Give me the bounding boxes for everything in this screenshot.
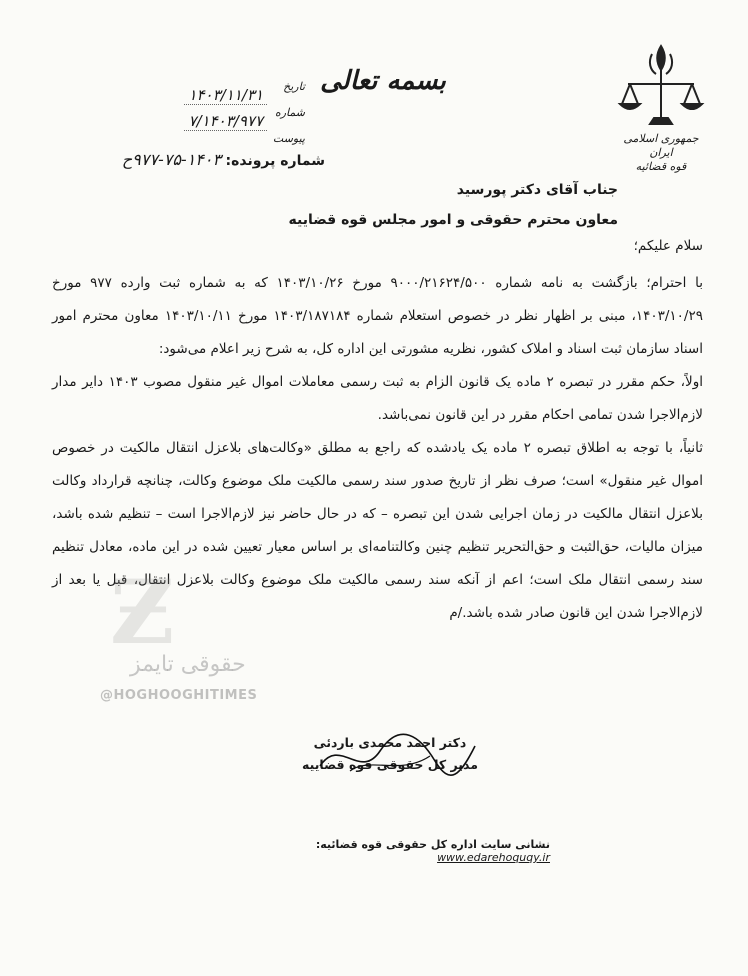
footer <box>250 838 550 864</box>
case-number-label: شماره پرونده: <box>225 153 325 169</box>
attachment-label: پیوست <box>272 132 305 145</box>
judiciary-emblem <box>616 40 706 175</box>
watermark-handle: @HOGHOOGHITIMES <box>100 688 258 703</box>
basmala-heading: بسمه تعالی <box>320 66 446 96</box>
greeting: سلام علیکم؛ <box>633 238 703 254</box>
signatory-name: دکتر احمد محمدی باردئی <box>313 735 467 750</box>
handwritten-signature-icon <box>310 726 480 786</box>
date-value: ۱۴۰۳/۱۱/۳۱ <box>184 86 267 105</box>
number-label: شماره <box>274 106 305 119</box>
emblem-caption-line2: قوه قضائیه <box>635 160 687 173</box>
footer-label: نشانی سایت اداره کل حقوقی قوه قضائیه: <box>315 838 550 851</box>
body-paragraph-3: ثانیاً، با توجه به اطلاق تبصره ۲ ماده یک یادشده که راجع به مطلق «وکالت‌های بلاعزل انتقال مالکیت در خصوص اموال غیر منقول» است؛ صرف نظر از تاریخ صدور سند رسمی مالکیت ملک موضوع وکالت، چنانچه قرارداد وکالت بلاعزل انتقال مالکیت در زمان اجرایی شدن این تبصره – که در حال حاضر نیز لازم‌الاجرا است – تنظیم شده باشد، میزان مالیات، حق‌الثبت و حق‌التحریر تنظیم چنین وکالتنامه‌ای بر اساس معیار تعیین شده در این ماده، معادل تنظیم سند رسمی انتقال ملک است؛ اعم از آنکه سند رسمی مالکیت ملک موضوع وکالت بلاعزل انتقال، قبل یا بعد از لازم‌الاجرا شدن این قانون صادر شده باشد./م <box>52 440 703 621</box>
recipient-title: معاون محترم حقوقی و امور مجلس قوه قضاییه <box>288 212 618 228</box>
letter-meta <box>60 80 305 158</box>
recipient-block <box>198 175 618 235</box>
date-label: تاریخ <box>283 80 305 93</box>
recipient-name: جناب آقای دکتر پورسید <box>456 182 618 198</box>
watermark-logo-icon: Ƶ <box>110 560 175 664</box>
number-value: ۷/۱۴۰۳/۹۷۷ <box>184 112 267 131</box>
emblem-caption <box>616 132 706 174</box>
signatory-title: مدیر کل حقوقی قوه قضاییه <box>302 757 478 772</box>
date-row <box>60 80 305 106</box>
footer-url[interactable]: www.edarehoquqy.ir <box>437 851 550 864</box>
watermark-name: حقوقی تایمز <box>130 652 246 677</box>
number-row <box>60 106 305 132</box>
case-number-row <box>60 150 325 169</box>
scales-of-justice-icon <box>616 40 706 132</box>
body-paragraph-1: با احترام؛ بازگشت به نامه شماره ۹۰۰۰/۲۱۶۲۴/۵۰۰ مورخ ۱۴۰۳/۱۰/۲۶ که به شماره ثبت وارده ۹۷۷ مورخ ۱۴۰۳/۱۰/۲۹، مبنی بر اظهار نظر در خصوص استعلام شماره ۱۴۰۳/۱۸۷۱۸۴ مورخ ۱۴۰۳/۱۰/۱۱ معاون محترم امور اسناد سازمان ثبت اسناد و املاک کشور، نظریه مشورتی این اداره کل، به شرح زیر اعلام می‌شود: <box>52 275 703 357</box>
case-number-value: ۱۴۰۳-۷۵-۹۷۷ح <box>121 150 222 169</box>
body-paragraph-2: اولاً، حکم مقرر در تبصره ۲ ماده یک قانون الزام به ثبت رسمی معاملات اموال غیر منقول مصوب ۱۴۰۳ دایر مدار لازم‌الاجرا شدن تمامی احکام مقرر در این قانون نمی‌باشد. <box>52 374 703 423</box>
letter-body <box>52 230 703 630</box>
signature-block <box>290 732 490 776</box>
emblem-caption-line1: جمهوری اسلامی ایران <box>623 132 699 159</box>
